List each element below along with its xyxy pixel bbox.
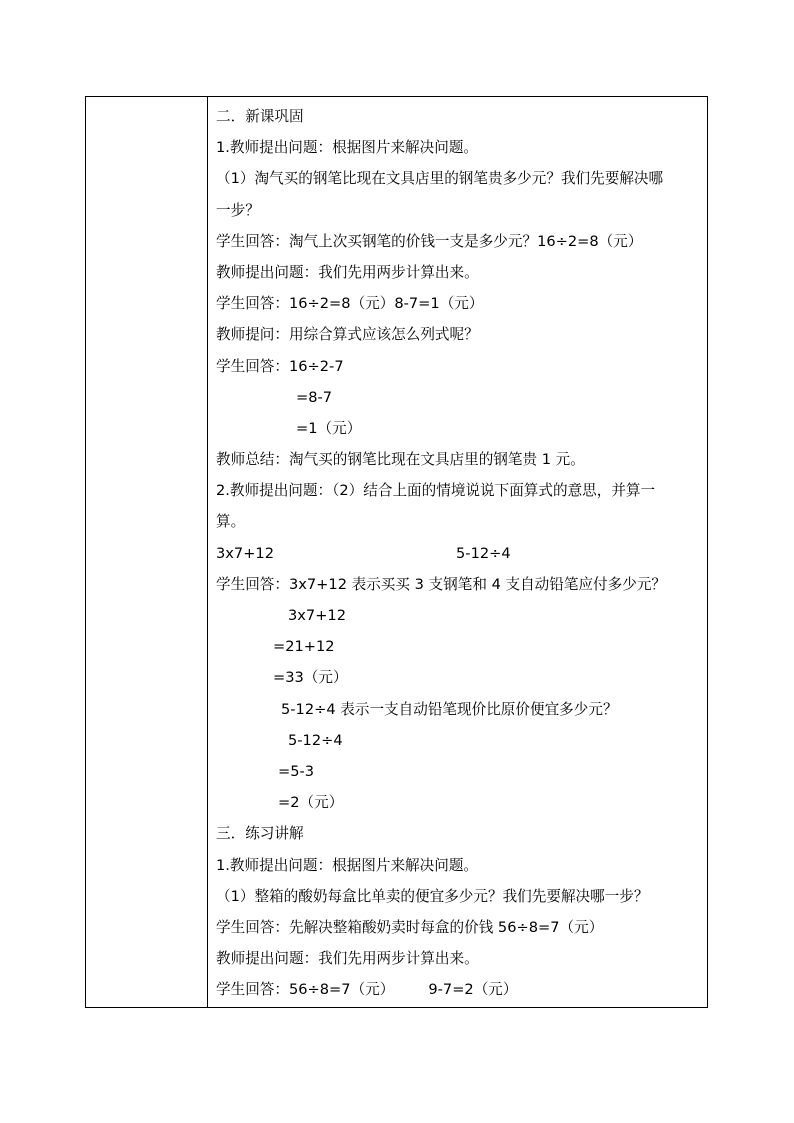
text-line: 学生回答：16÷2=8（元）8-7=1（元） xyxy=(216,295,484,313)
text-line: 学生回答：先解决整箱酸奶卖时每盒的价钱 56÷8=7（元） xyxy=(216,918,604,936)
formula-left: 学生回答：56÷8=7（元） xyxy=(216,981,395,999)
formula-pair-line xyxy=(216,538,704,569)
column-divider xyxy=(207,97,208,1007)
text-line: 教师提出问题：我们先用两步计算出来。 xyxy=(216,263,479,281)
formula-line: 3x7+12 xyxy=(288,607,347,624)
lesson-table xyxy=(85,96,708,1008)
text-line: 学生回答：16÷2-7 xyxy=(216,357,344,375)
text-line: 教师提出问题：我们先用两步计算出来。 xyxy=(216,950,479,968)
text-line: 学生回答：淘气上次买钢笔的价钱一支是多少元？16÷2=8（元） xyxy=(216,232,643,250)
section-heading: 三．练习讲解 xyxy=(216,825,304,843)
formula-pair-line xyxy=(216,974,704,1005)
text-line: 教师总结：淘气买的钢笔比现在文具店里的钢笔贵 1 元。 xyxy=(216,451,585,469)
text-line: （1）淘气买的钢笔比现在文具店里的钢笔贵多少元？我们先要解决哪 xyxy=(216,170,664,188)
text-line: 2.教师提出问题：（2）结合上面的情境说说下面算式的意思，并算一 xyxy=(216,482,656,500)
lesson-content-cell xyxy=(216,101,704,1005)
text-line: 学生回答：3x7+12 表示买买 3 支钢笔和 4 支自动铅笔应付多少元？ xyxy=(216,575,667,593)
formula-right: 5-12÷4 xyxy=(456,544,511,562)
formula-line: =21+12 xyxy=(273,638,335,656)
formula-line: =8-7 xyxy=(296,388,333,406)
text-line: 一步？ xyxy=(216,201,260,219)
formula-line: =5-3 xyxy=(278,762,315,780)
section-heading: 二．新课巩固 xyxy=(216,108,304,125)
text-line: （1）整箱的酸奶每盒比单卖的便宜多少元？我们先要解决哪一步？ xyxy=(216,887,649,905)
text-line: 1.教师提出问题：根据图片来解决问题。 xyxy=(216,139,479,157)
formula-line: =1（元） xyxy=(296,419,362,437)
formula-left: 3x7+12 xyxy=(216,544,275,562)
text-line: 5-12÷4 表示一支自动铅笔现价比原价便宜多少元？ xyxy=(281,700,618,718)
formula-line: =2（元） xyxy=(278,794,344,812)
text-line: 1.教师提出问题：根据图片来解决问题。 xyxy=(216,856,479,874)
formula-right: 9-7=2（元） xyxy=(428,981,518,999)
text-line: 算。 xyxy=(216,513,246,531)
text-line: 教师提问：用综合算式应该怎么列式呢？ xyxy=(216,326,479,344)
formula-line: =33（元） xyxy=(273,669,348,687)
formula-line: 5-12÷4 xyxy=(288,731,343,749)
